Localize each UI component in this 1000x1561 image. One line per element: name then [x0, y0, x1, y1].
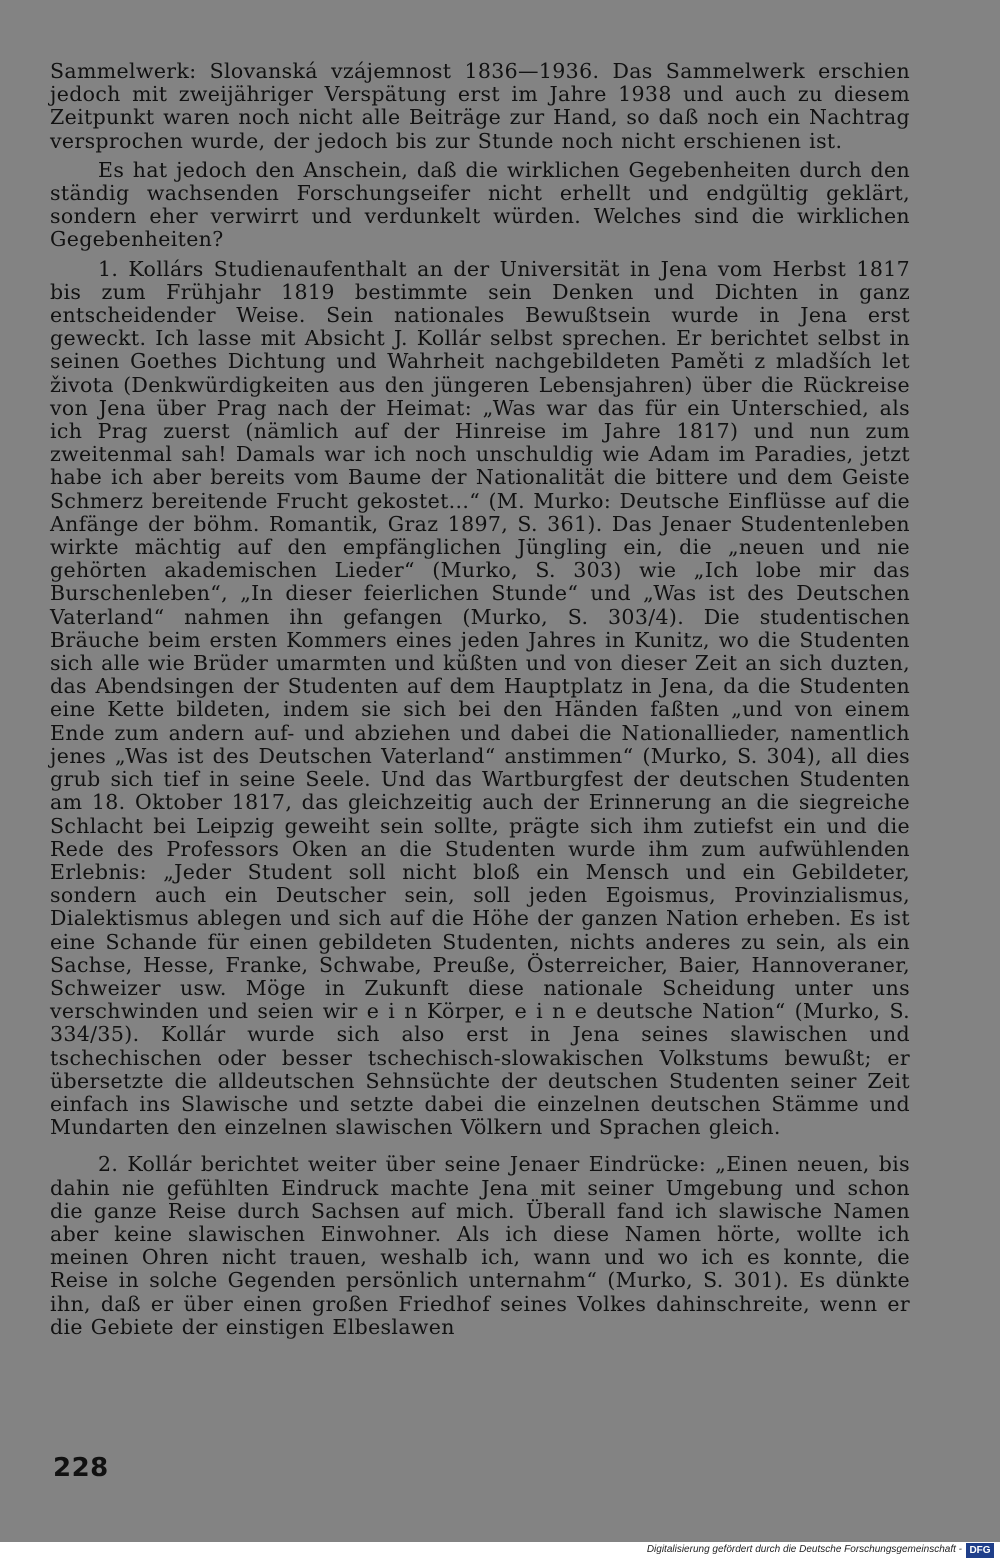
page-number: 228 [53, 1453, 109, 1483]
paragraph-1: Sammelwerk: Slovanská vzájemnost 1836—1936. Das Sammelwerk erschien jedoch mit zweijähriger Verspätung erst im Jahre 1938 und auch zu diesem Zeitpunkt waren noch nicht alle Beiträge zur Hand, so daß noch ein Nachtrag versprochen wurde, der jedoch bis zur Stunde noch nicht erschienen ist. [50, 59, 910, 153]
paragraph-2: Es hat jedoch den Anschein, daß die wirklichen Gegebenheiten durch den ständig wachsenden Forschungseifer nicht erhellt und endgültig geklärt, sondern eher verwirrt und verdunkelt würden. Welches sind die wirklichen Gegebenheiten? [50, 157, 910, 252]
paragraph-4: 2. Kollár berichtet weiter über seine Jenaer Eindrücke: „Einen neuen, bis dahin nie gefühlten Eindruck machte Jena mit seiner Umgebung und schon die ganze Reise durch Sachsen auf mich. Überall fand ich slawische Namen aber keine slawischen Einwohner. Als ich diese Namen hörte, wollte ich meinen Ohren nicht trauen, weshalb ich, wann und wo ich es konnte, die Reise in solche Gegenden persönlich unternahm“ (Murko, S. 301). Es dünkte ihn, daß er über einen großen Friedhof seines Volkes dahinschreite, wenn er die Gebiete der einstigen Elbeslawen [50, 1152, 910, 1339]
body-text [50, 60, 910, 1339]
paragraph-3: 1. Kollárs Studienaufenthalt an der Universität in Jena vom Herbst 1817 bis zum Frühjahr 1819 bestimmte sein Denken und Dichten in ganz entscheidender Weise. Sein nationales Bewußtsein wurde in Jena erst geweckt. Ich lasse mit Absicht J. Kollár selbst sprechen. Er berichtet selbst in seinen Goethes Dichtung und Wahrheit nachgebildeten Paměti z mladších let života (Denkwürdigkeiten aus den jüngeren Lebensjahren) über die Rückreise von Jena über Prag nach der Heimat: „Was war das für ein Unterschied, als ich Prag zuerst (nämlich auf der Hinreise im Jahre 1817) und nun zum zweitenmal sah! Damals war ich noch unschuldig wie Adam im Paradies, jetzt habe ich aber bereits vom Baume der Nationalität die bittere und dem Geiste Schmerz bereitende Frucht gekostet...“ (M. Murko: Deutsche Einflüsse auf die Anfänge der böhm. Romantik, Graz 1897, S. 361). Das Jenaer Studentenleben wirkte mächtig auf den empfänglichen Jüngling ein, die „neuen und nie gehörten akademischen Lieder“ (Murko, S. 303) wie „Ich lobe mir das Burschenleben“, „In dieser feierlichen Stunde“ und „Was ist des Deutschen Vaterland“ nahmen ihn gefangen (Murko, S. 303/4). Die studentischen Bräuche beim ersten Kommers eines jeden Jahres in Kunitz, wo die Studenten sich alle wie Brüder umarmten und küßten und von dieser Zeit an sich duzten, das Abendsingen der Studenten auf dem Hauptplatz in Jena, da die Studenten eine Kette bildeten, indem sie sich bei den Händen faßten „und von einem Ende zum andern auf- und abziehen und dabei die Nationallieder, namentlich jenes „Was ist des Deutschen Vaterland“ anstimmen“ (Murko, S. 304), all dies grub sich tief in seine Seele. Und das Wartburgfest der deutschen Studenten am 18. Oktober 1817, das gleichzeitig auch der Erinnerung an die siegreiche Schlacht bei Leipzig geweiht sein sollte, prägte sich ihm zutiefst ein und die Rede des Professors Oken an die Studenten wurde ihm zum aufwühlenden Erlebnis: „Jeder Student soll nicht bloß ein Mensch und ein Gebildeter, sondern auch ein Deutscher sein, soll jeden Egoismus, Provinzialismus, Dialektismus ablegen und sich auf die Höhe der ganzen Nation erheben. Es ist eine Schande für einen gebildeten Studenten, nichts anderes zu sein, als ein Sachse, Hesse, Franke, Schwabe, Preuße, Österreicher, Baier, Hannoveraner, Schweizer usw. Möge in Zukunft diese nationale Scheidung unter uns verschwinden und seien wir e i n Körper, e i n e deutsche Nation“ (Murko, S. 334/35). Kollár wurde sich also erst in Jena seines slawischen und tschechischen oder besser tschechisch-slowakischen Volkstums bewußt; er übersetzte die alldeutschen Sehnsüchte der deutschen Studenten seiner Zeit einfach ins Slawische und setzte dabei die einzelnen deutschen Stämme und Mundarten den einzelnen slawischen Völkern und Sprachen gleich. [50, 256, 910, 1140]
dfg-logo: DFG [966, 1543, 994, 1558]
footer-bar [0, 1542, 1000, 1561]
funding-credit: Digitalisierung gefördert durch die Deutsche Forschungsgemeinschaft - [646, 1544, 962, 1555]
